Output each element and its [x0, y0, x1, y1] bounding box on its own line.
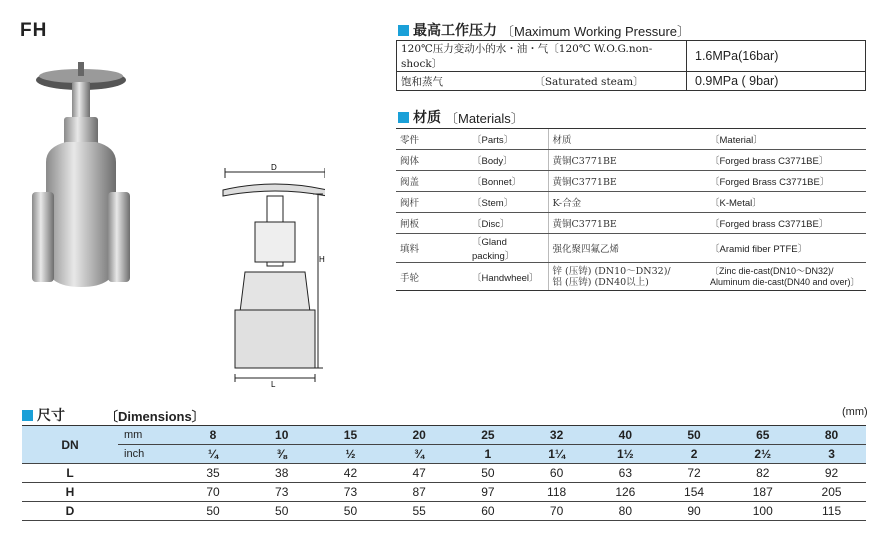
pressure-desc	[397, 72, 687, 91]
value-cell: 100	[728, 502, 797, 521]
valve-photo	[26, 62, 136, 292]
value-cell: 90	[660, 502, 729, 521]
pressure-value: 0.9MPa ( 9bar)	[687, 72, 866, 91]
valve-drawing	[215, 162, 325, 388]
part-en: 〔Bonnet〕	[468, 171, 548, 192]
part-en: 〔Disc〕	[468, 213, 548, 234]
value-cell: 47	[385, 464, 454, 483]
inch-cell: 1¼	[522, 445, 591, 464]
pressure-table	[396, 40, 866, 91]
mat-en: 〔Forged brass C3771BE〕	[706, 213, 866, 234]
part-zh: 填料	[396, 234, 468, 263]
drawing-d-label: D	[271, 163, 277, 172]
part-zh: 阀体	[396, 150, 468, 171]
value-cell: 205	[797, 483, 866, 502]
value-cell: 50	[247, 502, 316, 521]
dimensions-title-zh: 尺寸	[37, 407, 65, 423]
unit-label: (mm)	[842, 406, 868, 418]
part-zh: 闸板	[396, 213, 468, 234]
mm-cell: 15	[316, 426, 385, 445]
mm-cell: 50	[660, 426, 729, 445]
value-cell: 80	[591, 502, 660, 521]
value-cell: 154	[660, 483, 729, 502]
value-cell: 50	[316, 502, 385, 521]
empty-cell	[118, 483, 179, 502]
table-row	[396, 171, 866, 192]
header-mat-zh: 材质	[548, 129, 706, 150]
value-cell: 50	[179, 502, 248, 521]
table-row	[397, 41, 866, 72]
value-cell: 126	[591, 483, 660, 502]
value-cell: 115	[797, 502, 866, 521]
table-row	[396, 213, 866, 234]
table-row	[22, 502, 866, 521]
mat-zh: 黄铜C3771BE	[548, 171, 706, 192]
table-row	[396, 150, 866, 171]
table-row	[396, 192, 866, 213]
mat-en: 〔Aramid fiber PTFE〕	[706, 234, 866, 263]
inch-cell: 2	[660, 445, 729, 464]
inch-label: inch	[118, 445, 179, 464]
value-cell: 187	[728, 483, 797, 502]
inch-cell: ½	[316, 445, 385, 464]
value-cell: 60	[522, 464, 591, 483]
value-cell: 55	[385, 502, 454, 521]
part-zh: 阀杆	[396, 192, 468, 213]
value-cell: 92	[797, 464, 866, 483]
value-cell: 118	[522, 483, 591, 502]
section-marker-icon	[398, 25, 409, 36]
pressure-title-zh: 最高工作压力	[413, 22, 497, 38]
value-cell: 73	[247, 483, 316, 502]
part-zh: 阀盖	[396, 171, 468, 192]
header-part-en: 〔Parts〕	[468, 129, 548, 150]
inch-cell: 3	[797, 445, 866, 464]
inch-cell: ⅜	[247, 445, 316, 464]
section-marker-icon	[22, 410, 33, 421]
value-cell: 70	[179, 483, 248, 502]
pressure-title-en: 〔Maximum Working Pressure〕	[501, 23, 691, 39]
inch-cell: ¼	[179, 445, 248, 464]
dimensions-table	[22, 425, 866, 521]
mat-zh: 黄铜C3771BE	[548, 150, 706, 171]
value-cell: 38	[247, 464, 316, 483]
table-row	[396, 263, 866, 291]
value-cell: 97	[454, 483, 523, 502]
value-cell: 42	[316, 464, 385, 483]
part-zh: 手轮	[396, 263, 468, 291]
mat-zh: 强化聚四氟乙烯	[548, 234, 706, 263]
drawing-l-label: L	[271, 380, 276, 388]
table-row	[396, 234, 866, 263]
value-cell: 35	[179, 464, 248, 483]
mm-cell: 32	[522, 426, 591, 445]
value-cell: 82	[728, 464, 797, 483]
inch-cell: 1	[454, 445, 523, 464]
pressure-desc: 120℃压力变动小的水・油・气〔120℃ W.O.G.non-shock〕	[397, 41, 687, 72]
value-cell: 73	[316, 483, 385, 502]
inch-row	[22, 445, 866, 464]
mat-zh: K-合金	[548, 192, 706, 213]
pressure-title	[398, 20, 690, 40]
part-en: 〔Body〕	[468, 150, 548, 171]
pressure-desc-en: 〔Saturated steam〕	[534, 75, 644, 88]
value-cell: 70	[522, 502, 591, 521]
mat-en: 〔K-Metal〕	[706, 192, 866, 213]
mm-cell: 8	[179, 426, 248, 445]
mm-cell: 20	[385, 426, 454, 445]
mat-en: 〔Forged Brass C3771BE〕	[706, 171, 866, 192]
materials-title-en: 〔Materials〕	[445, 110, 524, 126]
mat-en: 〔Forged brass C3771BE〕	[706, 150, 866, 171]
part-en: 〔Stem〕	[468, 192, 548, 213]
table-row	[22, 464, 866, 483]
table-header-row	[396, 129, 866, 150]
mat-en: 〔Zinc die-cast(DN10～DN32)/ Aluminum die-cast(DN40 and over)〕	[706, 263, 866, 291]
pressure-value: 1.6MPa(16bar)	[687, 41, 866, 72]
drawing-h-label: H	[319, 255, 325, 264]
model-title: FH	[20, 20, 48, 41]
row-label: H	[22, 483, 118, 502]
value-cell: 87	[385, 483, 454, 502]
value-cell: 72	[660, 464, 729, 483]
row-label: D	[22, 502, 118, 521]
mat-zh: 黄铜C3771BE	[548, 213, 706, 234]
value-cell: 50	[454, 464, 523, 483]
dimensions-title-en: 〔Dimensions〕	[105, 408, 205, 424]
materials-title-zh: 材质	[413, 109, 441, 125]
header-mat-en: 〔Material〕	[706, 129, 866, 150]
dn-label: DN	[22, 426, 118, 464]
value-cell: 60	[454, 502, 523, 521]
row-label: L	[22, 464, 118, 483]
pressure-desc-zh: 饱和蒸气	[401, 75, 443, 88]
inch-cell: 2½	[728, 445, 797, 464]
mm-cell: 40	[591, 426, 660, 445]
mm-cell: 25	[454, 426, 523, 445]
dimensions-title	[22, 405, 205, 425]
inch-cell: 1½	[591, 445, 660, 464]
value-cell: 63	[591, 464, 660, 483]
header-part-zh: 零件	[396, 129, 468, 150]
part-en: 〔Handwheel〕	[468, 263, 548, 291]
materials-title	[398, 107, 524, 127]
mm-cell: 10	[247, 426, 316, 445]
empty-cell	[118, 502, 179, 521]
table-row	[22, 483, 866, 502]
mm-cell: 65	[728, 426, 797, 445]
table-row	[397, 72, 866, 91]
section-marker-icon	[398, 112, 409, 123]
inch-cell: ¾	[385, 445, 454, 464]
empty-cell	[118, 464, 179, 483]
mm-row	[22, 426, 866, 445]
mm-label: mm	[118, 426, 179, 445]
mm-cell: 80	[797, 426, 866, 445]
mat-zh: 锌 (压铸) (DN10～DN32)/ 铝 (压铸) (DN40以上)	[548, 263, 706, 291]
part-en: 〔Gland packing〕	[468, 234, 548, 263]
materials-table	[396, 128, 866, 291]
